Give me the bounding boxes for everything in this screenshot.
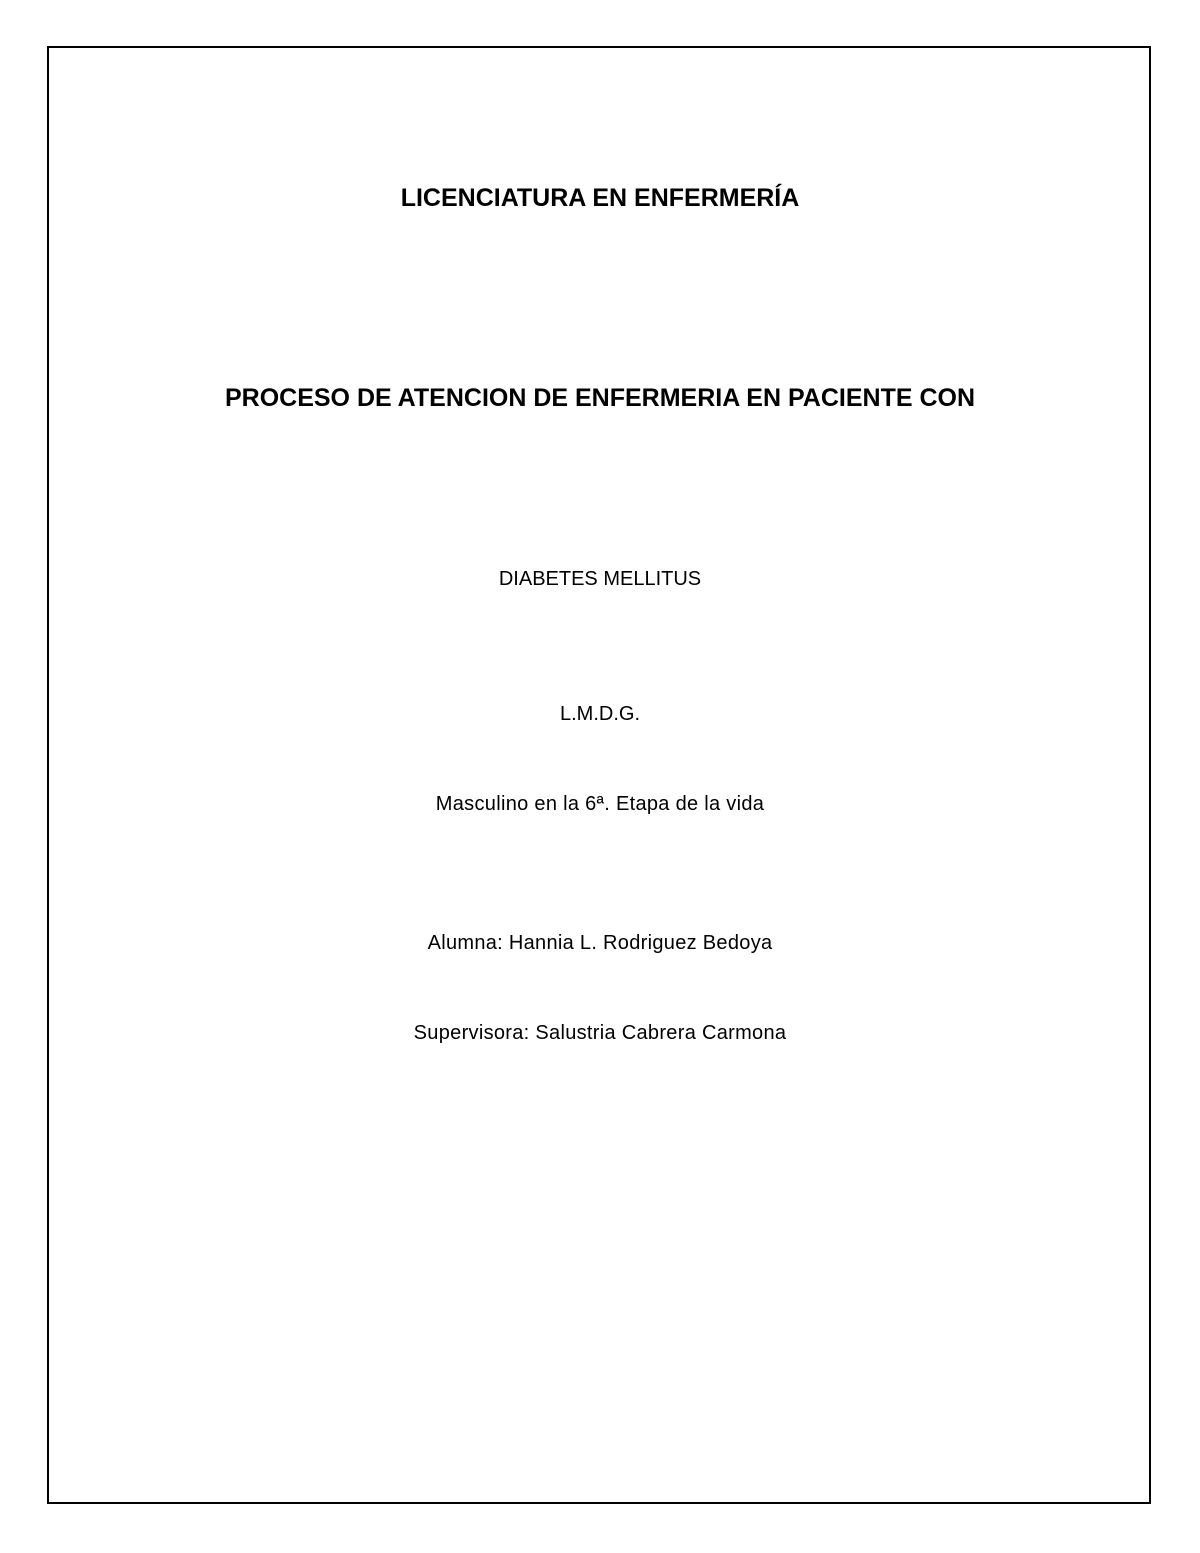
supervisor-name: Supervisora: Salustria Cabrera Carmona [413,1022,787,1044]
patient-initials: L.M.D.G. [559,703,640,725]
process-title: PROCESO DE ATENCION DE ENFERMERIA EN PACIENTE CON [224,384,976,412]
career-title: LICENCIATURA EN ENFERMERÍA [400,184,800,212]
patient-description: Masculino en la 6ª. Etapa de la vida [435,793,765,815]
diagnosis-text: DIABETES MELLITUS [498,568,702,590]
student-name: Alumna: Hannia L. Rodriguez Bedoya [427,932,773,954]
page-border [47,46,1151,1504]
